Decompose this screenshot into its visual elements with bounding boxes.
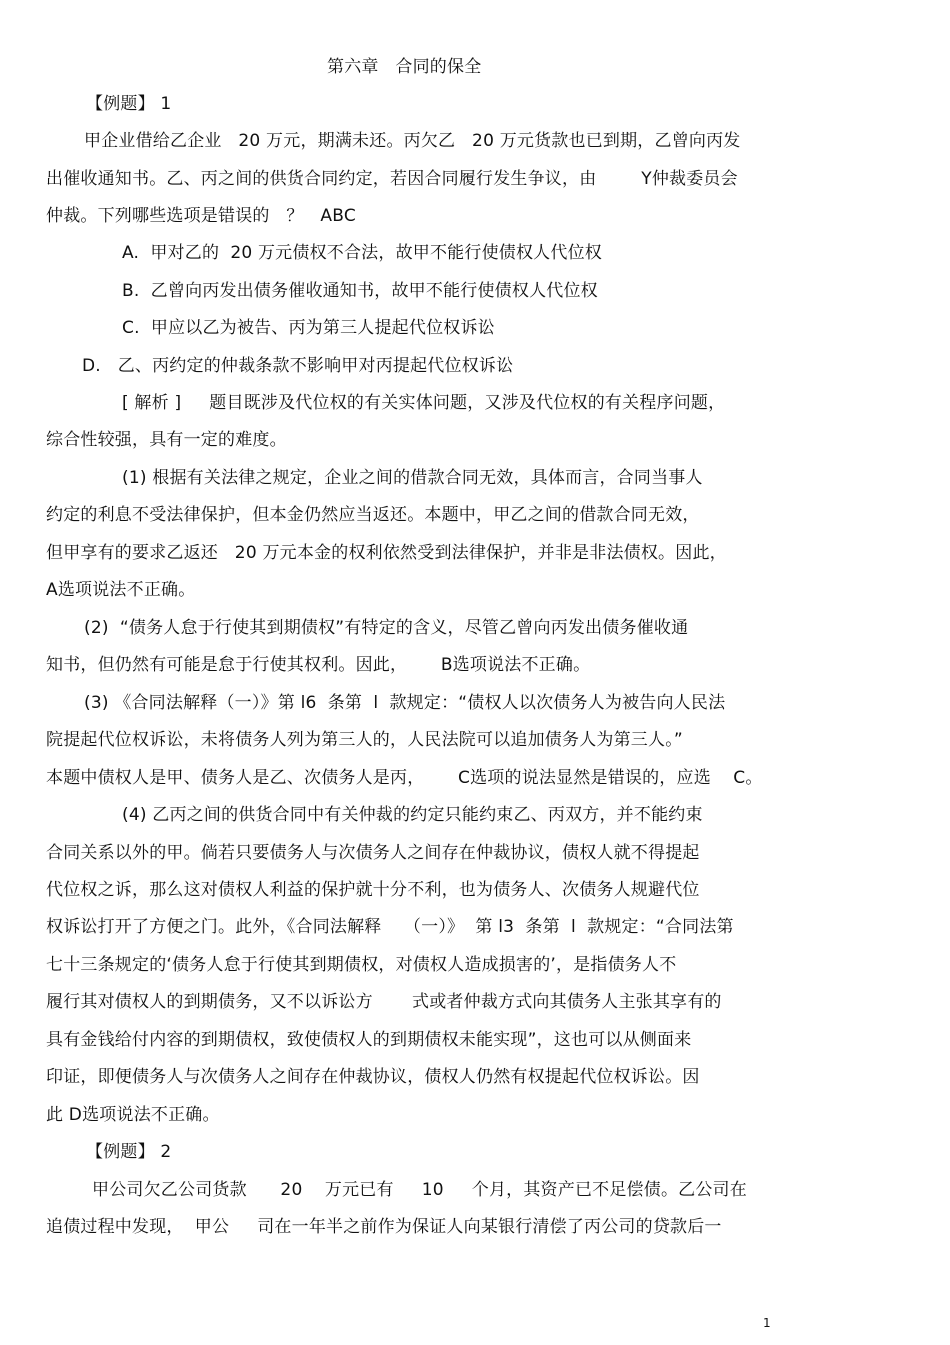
text-line: 具有金钱给付内容的到期债权，致使债权人的到期债权未能实现”，这也可以从侧面来 [46, 1030, 692, 1050]
text-line: 追债过程中发现， 甲公 司在一年半之前作为保证人向某银行清偿了丙公司的贷款后一 [46, 1217, 722, 1237]
text-line: 本题中债权人是甲、债务人是乙、次债务人是丙， C选项的说法显然是错误的，应选 C。 [46, 768, 763, 788]
text-line: 七十三条规定的‘债务人怠于行使其到期债权，对债权人造成损害的’，是指债务人不 [46, 955, 677, 975]
text-line: 此 D选项说法不正确。 [46, 1105, 220, 1125]
text-line: 知书，但仍然有可能是怠于行使其权利。因此， B选项说法不正确。 [46, 655, 591, 675]
option-a: A. 甲对乙的 20 万元债权不合法，故甲不能行使债权人代位权 [122, 243, 602, 263]
text-line: 但甲享有的要求乙返还 20 万元本金的权利依然受到法律保护，并非是非法债权。因此， [46, 543, 727, 563]
text-line: 权诉讼打开了方便之门。此外，《合同法解释 （一）》 第 l3 条第 l 款规定：“合同法第 [46, 917, 734, 937]
option-d: D. 乙、丙约定的仲裁条款不影响甲对丙提起代位权诉讼 [82, 356, 514, 376]
text-line: 履行其对债权人的到期债务，又不以诉讼方 式或者仲裁方式向其债务人主张其享有的 [46, 992, 722, 1012]
option-c: C. 甲应以乙为被告、丙为第三人提起代位权诉讼 [122, 318, 495, 338]
chapter-title: 第六章 合同的保全 [327, 57, 482, 77]
text-line: 院提起代位权诉讼，未将债务人列为第三人的，人民法院可以追加债务人为第三人。” [46, 730, 683, 750]
text-line: 合同关系以外的甲。倘若只要债务人与次债务人之间存在仲裁协议，债权人就不得提起 [46, 843, 700, 863]
text-line: 甲企业借给乙企业 20 万元，期满未还。丙欠乙 20 万元货款也已到期，乙曾向丙发 [84, 131, 741, 151]
text-line: (1) 根据有关法律之规定，企业之间的借款合同无效，具体而言，合同当事人 [122, 468, 703, 488]
option-b: B. 乙曾向丙发出债务催收通知书，故甲不能行使债权人代位权 [122, 281, 598, 301]
example-heading: 【例题】 2 [86, 1142, 172, 1162]
example-heading: 【例题】 1 [86, 94, 172, 114]
text-line: 甲公司欠乙公司货款 20 万元已有 10 个月，其资产已不足偿债。乙公司在 [92, 1180, 747, 1200]
text-line: (3) 《合同法解释（一）》第 l6 条第 l 款规定：“债权人以次债务人为被告向人民法 [84, 693, 726, 713]
page-number: 1 [763, 1316, 771, 1330]
text-line: A选项说法不正确。 [46, 580, 196, 600]
text-line: 仲裁。下列哪些选项是错误的 ？ ABC [46, 206, 356, 226]
text-line: 出催收通知书。乙、丙之间的供货合同约定，若因合同履行发生争议，由 Y仲裁委员会 [46, 169, 738, 189]
text-line: (2) “债务人怠于行使其到期债权”有特定的含义，尽管乙曾向丙发出债务催收通 [84, 618, 689, 638]
text-line: 约定的利息不受法律保护，但本金仍然应当返还。本题中，甲乙之间的借款合同无效， [46, 505, 700, 525]
analysis-heading: [ 解析 ] 题目既涉及代位权的有关实体问题，又涉及代位权的有关程序问题， [122, 393, 726, 413]
text-line: (4) 乙丙之间的供货合同中有关仲裁的约定只能约束乙、丙双方，并不能约束 [122, 805, 703, 825]
text-line: 代位权之诉，那么这对债权人利益的保护就十分不利，也为债务人、次债务人规避代位 [46, 880, 700, 900]
text-line: 综合性较强，具有一定的难度。 [46, 430, 287, 450]
text-line: 印证，即便债务人与次债务人之间存在仲裁协议，债权人仍然有权提起代位权诉讼。因 [46, 1067, 700, 1087]
